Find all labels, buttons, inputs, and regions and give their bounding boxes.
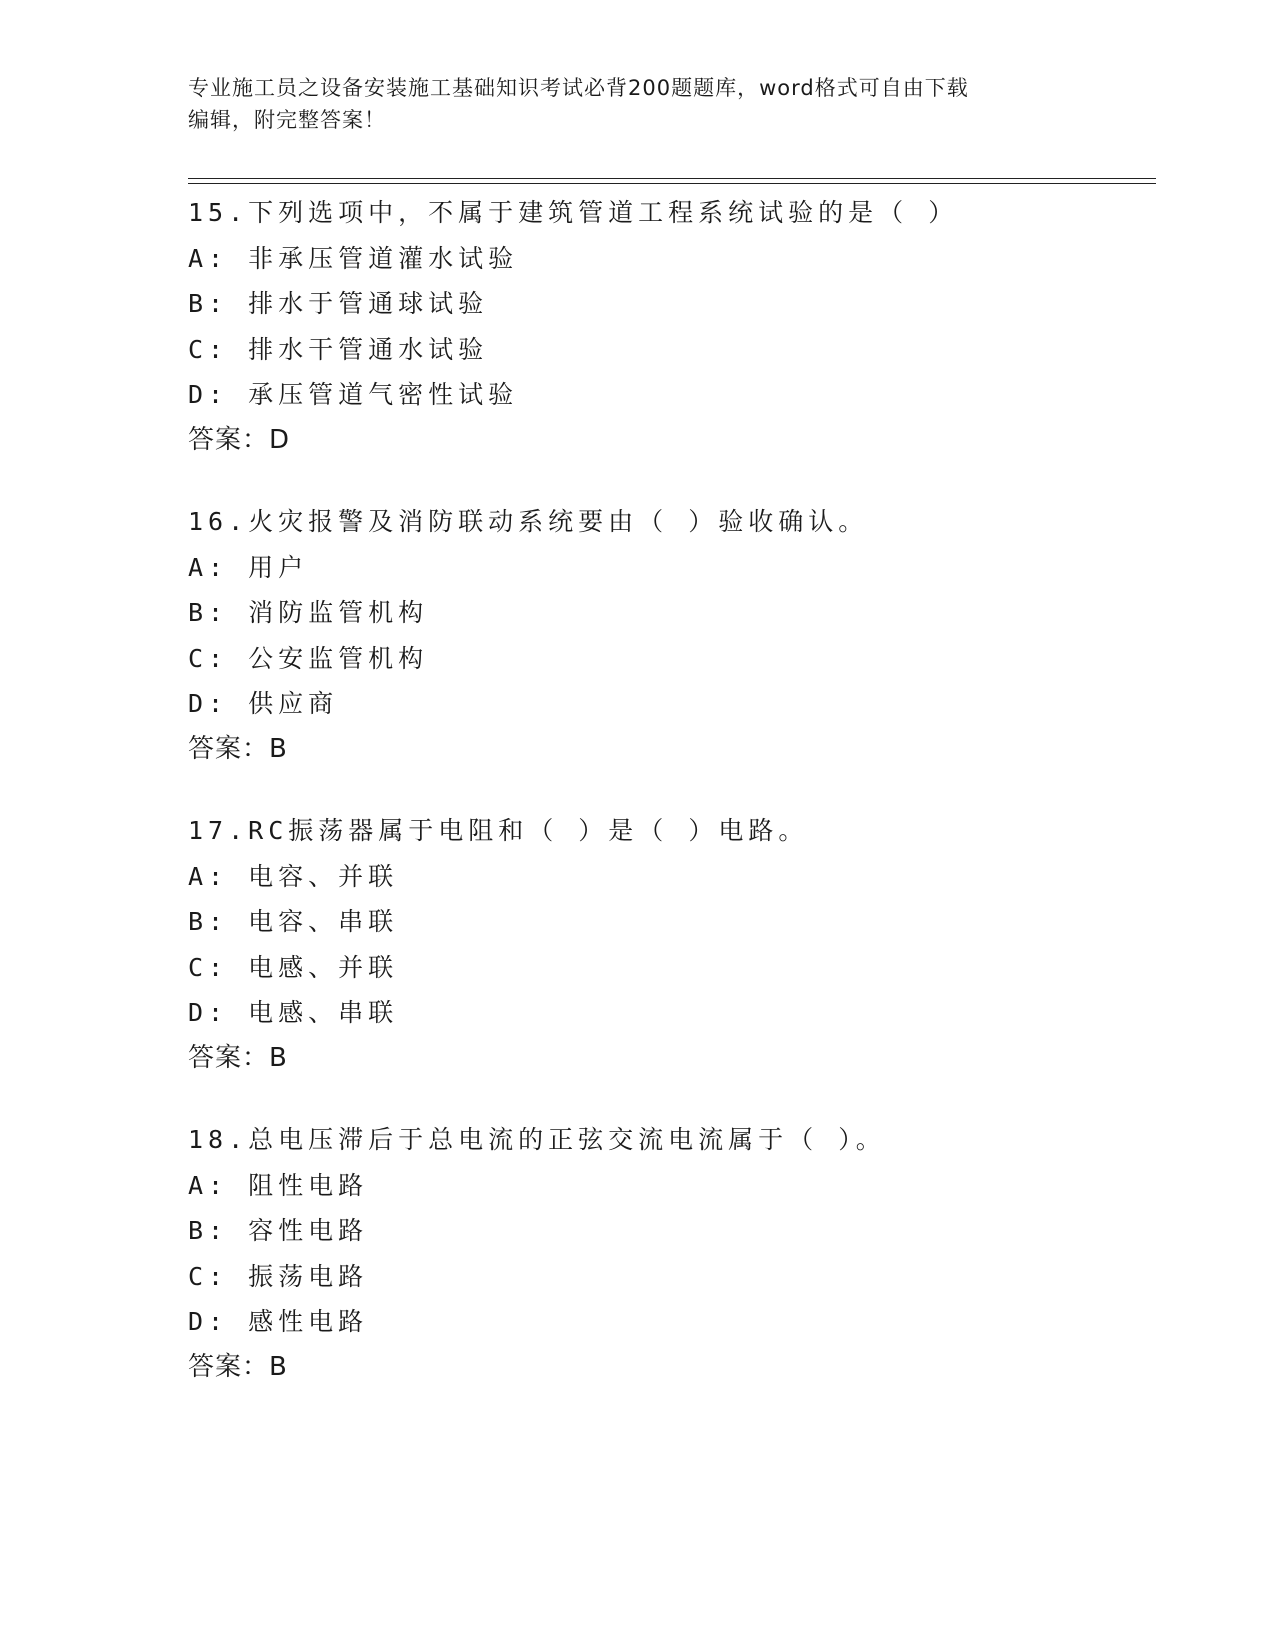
option-a: A: 用户 [188,552,309,582]
header-divider-bottom [188,183,1156,184]
option-d: D: 承压管道气密性试验 [188,380,519,409]
option-c: C: 排水干管通水试验 [188,334,489,364]
option-a: A: 阻性电路 [188,1170,369,1200]
header-divider-top [188,178,1156,179]
document-header [188,72,1088,136]
answer-line: 答案：B [188,733,288,764]
option-a: A: 电容、并联 [188,861,399,891]
option-b: B: 消防监管机构 [188,598,429,627]
question-18 [188,1117,1156,1390]
option-c: C: 振荡电路 [188,1261,369,1291]
question-text: 17.RC振荡器属于电阻和（ ）是（ ）电路。 [188,816,809,845]
option-a: A: 非承压管道灌水试验 [188,243,519,273]
option-d: D: 电感、串联 [188,998,399,1027]
option-d: D: 感性电路 [188,1307,369,1336]
header-title-line-2: 编辑，附完整答案！ [188,108,386,132]
option-b: B: 排水于管通球试验 [188,289,489,318]
question-text: 18.总电压滞后于总电流的正弦交流电流属于（ ）。 [188,1125,886,1154]
answer-line: 答案：B [188,1351,288,1382]
question-17 [188,808,1156,1081]
question-text: 16.火灾报警及消防联动系统要由（ ）验收确认。 [188,507,869,536]
option-c: C: 电感、并联 [188,952,399,982]
answer-line: 答案：D [188,424,291,455]
question-list [188,190,1156,1426]
question-16 [188,499,1156,772]
option-b: B: 容性电路 [188,1216,369,1245]
question-15 [188,190,1156,463]
question-text: 15.下列选项中，不属于建筑管道工程系统试验的是（ ） [188,198,959,227]
option-d: D: 供应商 [188,689,339,718]
option-c: C: 公安监管机构 [188,643,429,673]
header-title-line-1: 专业施工员之设备安装施工基础知识考试必背200题题库，word格式可自由下载 [188,76,969,100]
answer-line: 答案：B [188,1042,288,1073]
option-b: B: 电容、串联 [188,907,399,936]
